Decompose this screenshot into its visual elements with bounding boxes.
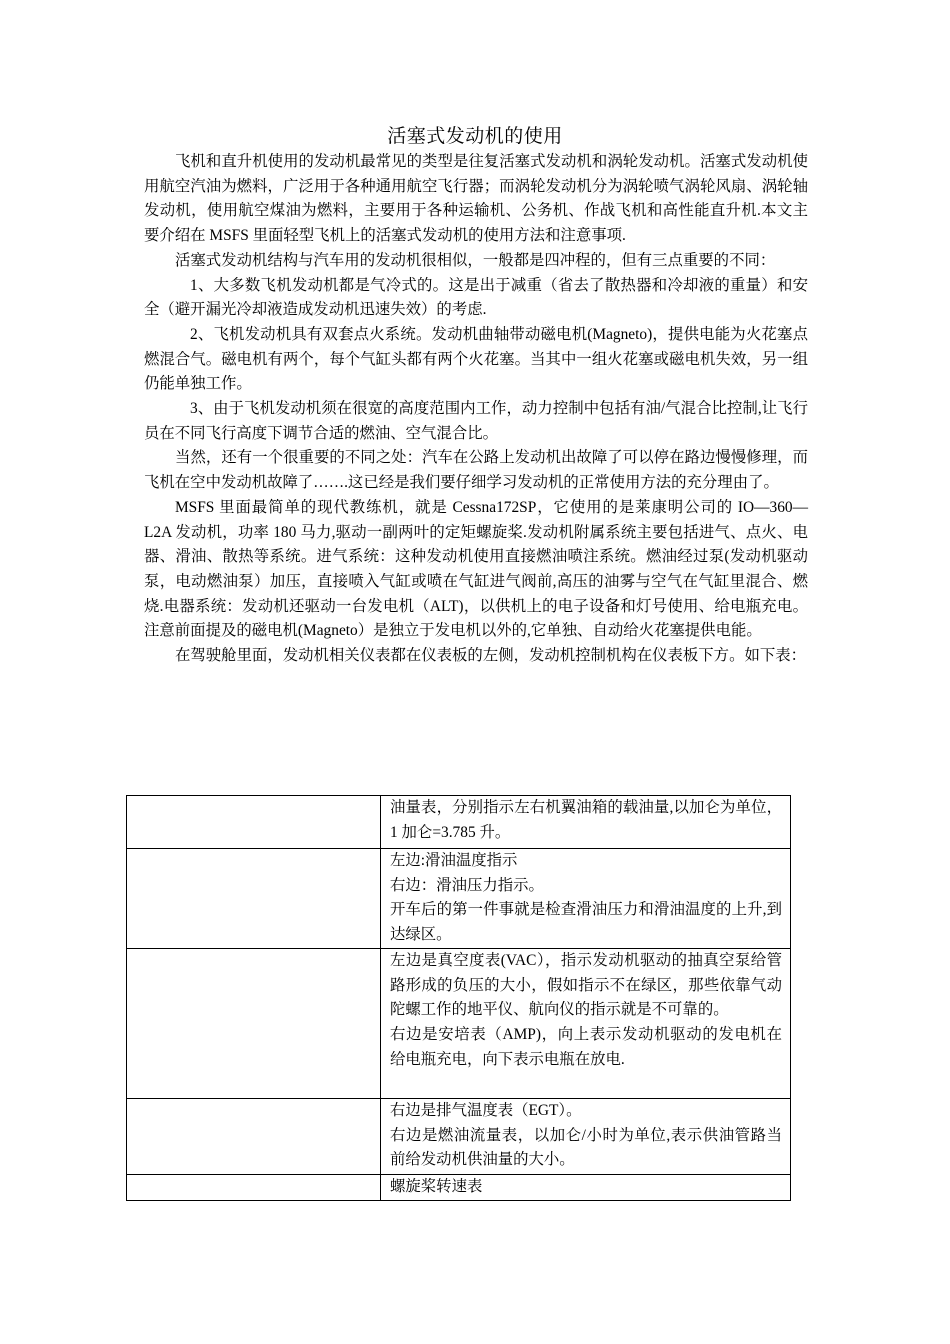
description-line: 开车后的第一件事就是检查滑油压力和滑油温度的上升,到达绿区。 bbox=[390, 901, 782, 944]
description-line: 油量表，分别指示左右机翼油箱的载油量,以加仑为单位，1 加仑=3.785 升。 bbox=[390, 799, 782, 841]
description-line: 右边：滑油压力指示。 bbox=[390, 876, 544, 894]
page-title: 活塞式发动机的使用 bbox=[387, 125, 563, 147]
paragraph-cockpit: 在驾驶舱里面，发动机相关仪表都在仪表板的左侧，发动机控制机构在仪表板下方。如下表： bbox=[175, 647, 807, 665]
table-row bbox=[127, 949, 791, 1099]
list-item-mixture-control: 3、由于飞机发动机须在很宽的高度范围内工作，动力控制中包括有油/气混合比控制,让飞行员在不同飞行高度下调节合适的燃油、空气混合比。 bbox=[144, 400, 808, 442]
table-row bbox=[127, 1175, 791, 1201]
description-line: 螺旋桨转速表 bbox=[390, 1178, 483, 1195]
list-item-dual-ignition: 2、飞机发动机具有双套点火系统。发动机曲轴带动磁电机(Magneto)，提供电能为火花塞点燃混合气。磁电机有两个，每个气缸头都有两个火花塞。当其中一组火花塞或磁电机失效，另一组仍能单独工作。 bbox=[144, 325, 808, 393]
instrument-image-cell bbox=[127, 1175, 381, 1201]
description-line: 左边是真空度表(VAC），指示发动机驱动的抽真空泵给管路形成的负压的大小，假如指示不在绿区，那些依靠气动陀螺工作的地平仪、航向仪的指示就是不可靠的。 bbox=[390, 952, 782, 1019]
instrument-image-cell bbox=[127, 1099, 381, 1175]
instrument-description-cell bbox=[381, 796, 791, 849]
table-row bbox=[127, 1099, 791, 1175]
instrument-description-cell bbox=[381, 849, 791, 949]
instrument-description-cell bbox=[381, 1099, 791, 1175]
instrument-description-cell bbox=[381, 949, 791, 1099]
paragraph-differences: 活塞式发动机结构与汽车用的发动机很相似，一般都是四冲程的，但有三点重要的不同： bbox=[175, 251, 776, 269]
table-row bbox=[127, 796, 791, 849]
description-line: 右边是安培表（AMP)，向上表示发动机驱动的发电机在给电瓶充电，向下表示电瓶在放电. bbox=[390, 1026, 782, 1068]
instrument-image-cell bbox=[127, 796, 381, 849]
description-line: 右边是排气温度表（EGT）。 bbox=[390, 1102, 582, 1119]
description-line: 右边是燃油流量表，以加仑/小时为单位,表示供油管路当前给发动机供油量的大小。 bbox=[390, 1126, 782, 1169]
body-text bbox=[144, 150, 808, 669]
instrument-image-cell bbox=[127, 849, 381, 949]
list-item-air-cooled: 1、大多数飞机发动机都是气冷式的。这是出于减重（省去了散热器和冷却液的重量）和安全（避开漏光冷却液造成发动机迅速失效）的考虑. bbox=[144, 276, 808, 319]
table-row bbox=[127, 849, 791, 949]
instrument-image-cell bbox=[127, 949, 381, 1099]
paragraph-intro: 飞机和直升机使用的发动机最常见的类型是往复活塞式发动机和涡轮发动机。活塞式发动机使用航空汽油为燃料，广泛用于各种通用航空飞行器；而涡轮发动机分为涡轮喷气涡轮风扇、涡轮轴发动机，使用航空煤油为燃料，主要用于各种运输机、公务机、作战飞机和高性能直升机.本文主要介绍在 MSFS 里面轻型飞机上的活塞式发动机的使用方法和注意事项. bbox=[144, 153, 808, 245]
description-line: 左边:滑油温度指示 bbox=[390, 852, 518, 869]
paragraph-failure: 当然，还有一个很重要的不同之处：汽车在公路上发动机出故障了可以停在路边慢慢修理，而飞机在空中发动机故障了…….这已经是我们要仔细学习发动机的正常使用方法的充分理由了。 bbox=[144, 449, 808, 492]
paragraph-cessna: MSFS 里面最简单的现代教练机，就是 Cessna172SP，它使用的是莱康明公司的 IO—360—L2A 发动机，功率 180 马力,驱动一副两叶的定矩螺旋桨.发动机附属系统主要包括进气、点火、电器、滑油、散热等系统。进气系统：这种发动机使用直接燃油喷注系统。燃油经过泵(发动机驱动泵，电动燃油泵）加压，直接喷入气缸或喷在气缸进气阀前,高压的油雾与空气在气缸里混合、燃烧.电器系统：发动机还驱动一台发电机（ALT)，以供机上的电子设备和灯号使用、给电瓶充电。注意前面提及的磁电机(Magneto）是独立于发电机以外的,它单独、自动给火花塞提供电能。 bbox=[144, 498, 808, 640]
instrument-table bbox=[126, 795, 791, 1201]
instrument-description-cell bbox=[381, 1175, 791, 1201]
